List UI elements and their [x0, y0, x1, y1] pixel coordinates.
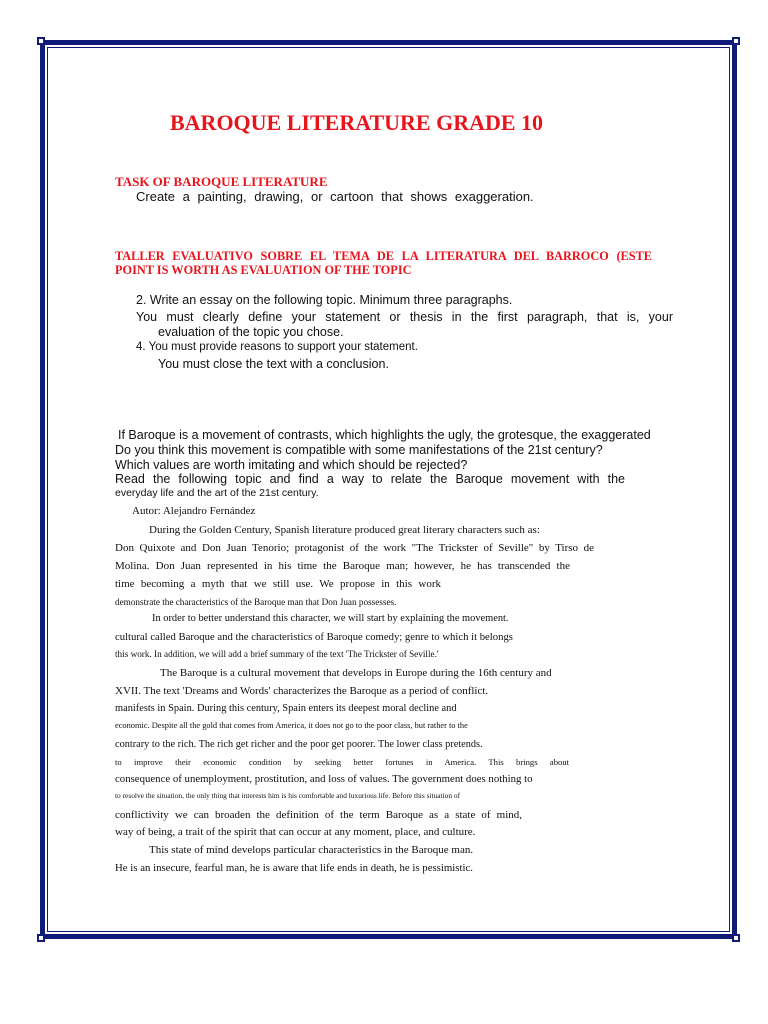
paragraph-1-line: time becoming a myth that we still use. We propose in this work [115, 578, 441, 590]
instruction-item-4: 4. You must provide reasons to support your statement. [136, 341, 418, 353]
page-title: BAROQUE LITERATURE GRADE 10 [170, 110, 544, 135]
question-line-3: Which values are worth imitating and which should be rejected? [115, 458, 468, 472]
paragraph-1-line: Don Quixote and Don Juan Tenorio; protagonist of the work "The Trickster of Seville" by Tirso de [115, 542, 594, 554]
instruction-item-3-line1: You must clearly define your statement or thesis in the first paragraph, that is, your [136, 310, 673, 324]
paragraph-2-line: cultural called Baroque and the characteristics of Baroque comedy; genre to which it belongs [115, 631, 513, 643]
question-line-5: everyday life and the art of the 21st century. [115, 487, 319, 499]
instruction-item-5: You must close the text with a conclusion. [158, 357, 389, 371]
paragraph-2-line: this work. In addition, we will add a brief summary of the text 'The Trickster of Seville.' [115, 649, 439, 659]
paragraph-4-line: This state of mind develops particular characteristics in the Baroque man. [149, 844, 474, 856]
author-line: Autor: Alejandro Fernández [132, 505, 256, 517]
taller-heading-line2: POINT IS WORTH AS EVALUATION OF THE TOPIC [115, 263, 412, 277]
instruction-item-2: 2. Write an essay on the following topic. Minimum three paragraphs. [136, 293, 513, 307]
paragraph-3-line: way of being, a trait of the spirit that can occur at any moment, place, and culture. [115, 826, 476, 838]
paragraph-3-line: to resolve the situation, the only thing that interests him is his comfortable and luxurious life. Before this situation of [115, 791, 461, 800]
paragraph-1-line: During the Golden Century, Spanish literature produced great literary characters such as: [149, 524, 540, 536]
paragraph-3-line: XVII. The text 'Dreams and Words' characterizes the Baroque as a period of conflict. [115, 685, 489, 697]
corner-ornament [37, 934, 45, 942]
paragraph-3-line: manifests in Spain. During this century, Spain enters its deepest moral decline and [115, 703, 457, 714]
paragraph-3-line: to improve their economic condition by seeking better fortunes in America. This brings about [115, 757, 569, 767]
question-line-2: Do you think this movement is compatible with some manifestations of the 21st century? [115, 443, 603, 457]
corner-ornament [37, 37, 45, 45]
paragraph-2-line: In order to better understand this character, we will start by explaining the movement. [152, 613, 509, 624]
paragraph-1-line: Molina. Don Juan represented in his time the Baroque man; however, he has transcended the [115, 560, 570, 572]
paragraph-3-line: contrary to the rich. The rich get richer and the poor get poorer. The lower class pretends. [115, 739, 483, 750]
question-line-4: Read the following topic and find a way to relate the Baroque movement with the [115, 472, 625, 486]
task-heading: TASK OF BAROQUE LITERATURE [115, 174, 328, 189]
paragraph-3-line: The Baroque is a cultural movement that develops in Europe during the 16th century and [160, 667, 552, 679]
paragraph-3-line: consequence of unemployment, prostitution, and loss of values. The government does nothing to [115, 773, 533, 785]
question-line-1: If Baroque is a movement of contrasts, which highlights the ugly, the grotesque, the exaggerated [118, 428, 651, 442]
paragraph-1-line: demonstrate the characteristics of the Baroque man that Don Juan possesses. [115, 597, 397, 607]
task-text: Create a painting, drawing, or cartoon that shows exaggeration. [136, 189, 534, 204]
paragraph-3-line: conflictivity we can broaden the definition of the term Baroque as a state of mind, [115, 809, 522, 821]
corner-ornament [732, 934, 740, 942]
instruction-item-3-line2: evaluation of the topic you chose. [158, 325, 344, 339]
taller-heading-line1: TALLER EVALUATIVO SOBRE EL TEMA DE LA LITERATURA DEL BARROCO (ESTE [115, 249, 652, 263]
paragraph-3-line: economic. Despite all the gold that comes from America, it does not go to the poor class, but rather to the [115, 721, 468, 730]
paragraph-4-line: He is an insecure, fearful man, he is aware that life ends in death, he is pessimistic. [115, 862, 473, 874]
corner-ornament [732, 37, 740, 45]
